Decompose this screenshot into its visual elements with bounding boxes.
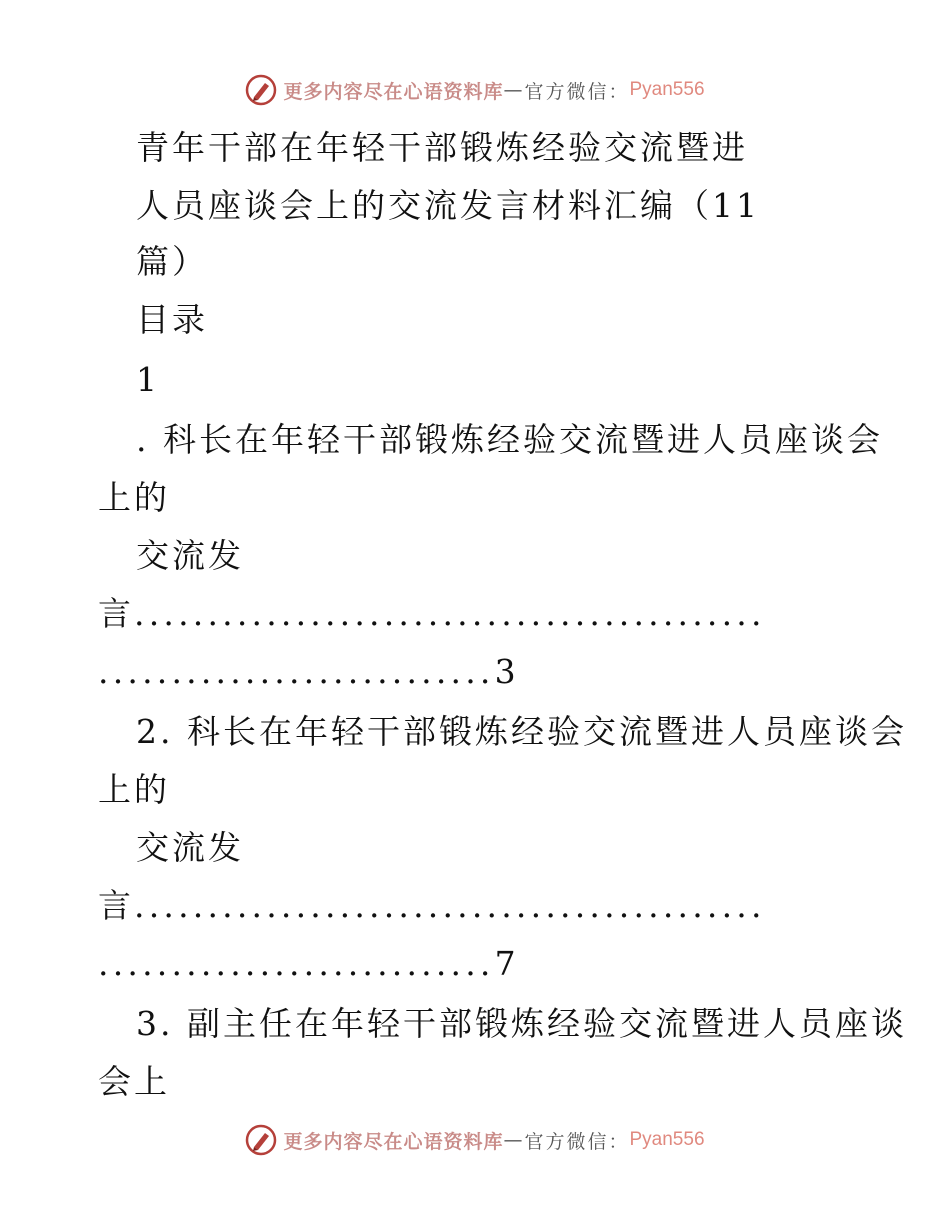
toc-entry-2-title-cont: 上的 (98, 770, 170, 809)
toc-entry-1-title-cont: 上的 (98, 478, 170, 517)
watermark-sub-text: 官方微信： (524, 80, 630, 103)
watermark-main-text: 更多内容尽在心语资料库 (283, 80, 504, 103)
toc-entry-2-title-cont-2: 交流发 (136, 828, 244, 867)
pen-logo-icon (245, 74, 277, 106)
toc-entry-1-number: 1 (136, 360, 160, 399)
toc-entry-1-title: . 科长在年轻干部锻炼经验交流暨进人员座谈会 (136, 420, 883, 459)
toc-entry-1-leader-2 (98, 650, 519, 694)
toc-entry-2-leader-2 (98, 942, 519, 986)
toc-entry-2-leader (98, 884, 766, 928)
footer-watermark (0, 1120, 950, 1160)
toc-entry-2-dots-2: ........................... (98, 944, 495, 983)
toc-entry-1-dots-2: ........................... (98, 652, 495, 691)
watermark-wechat-id: Pyan556 (629, 79, 705, 100)
pen-logo-icon (245, 1124, 277, 1156)
toc-entry-1-title-end: 言 (98, 594, 134, 633)
toc-entry-1-title-cont-2: 交流发 (136, 536, 244, 575)
toc-heading: 目录 (136, 300, 208, 339)
document-title-line-3: 篇） (136, 242, 208, 281)
toc-entry-1-page: 3 (494, 652, 519, 691)
toc-entry-2-dots: ........................................... (134, 886, 766, 925)
toc-entry-3-title: 3. 副主任在年轻干部锻炼经验交流暨进人员座谈 (136, 1004, 907, 1043)
toc-entry-1-dots: ........................................... (134, 594, 766, 633)
toc-entry-1-leader (98, 592, 766, 636)
watermark-dash: — (503, 79, 525, 101)
header-watermark (0, 70, 950, 110)
watermark-dash: — (503, 1129, 525, 1151)
toc-entry-2-title-end: 言 (98, 886, 134, 925)
toc-entry-2-page: 7 (494, 944, 519, 983)
toc-entry-3-title-cont: 会上 (98, 1062, 170, 1101)
toc-entry-2-title: 2. 科长在年轻干部锻炼经验交流暨进人员座谈会 (136, 712, 907, 751)
document-title-line-1: 青年干部在年轻干部锻炼经验交流暨进 (136, 128, 748, 167)
watermark-wechat-id: Pyan556 (629, 1129, 705, 1150)
watermark-sub-text: 官方微信： (524, 1130, 630, 1153)
watermark-main-text: 更多内容尽在心语资料库 (283, 1130, 504, 1153)
document-title-line-2: 人员座谈会上的交流发言材料汇编（11 (136, 186, 760, 225)
